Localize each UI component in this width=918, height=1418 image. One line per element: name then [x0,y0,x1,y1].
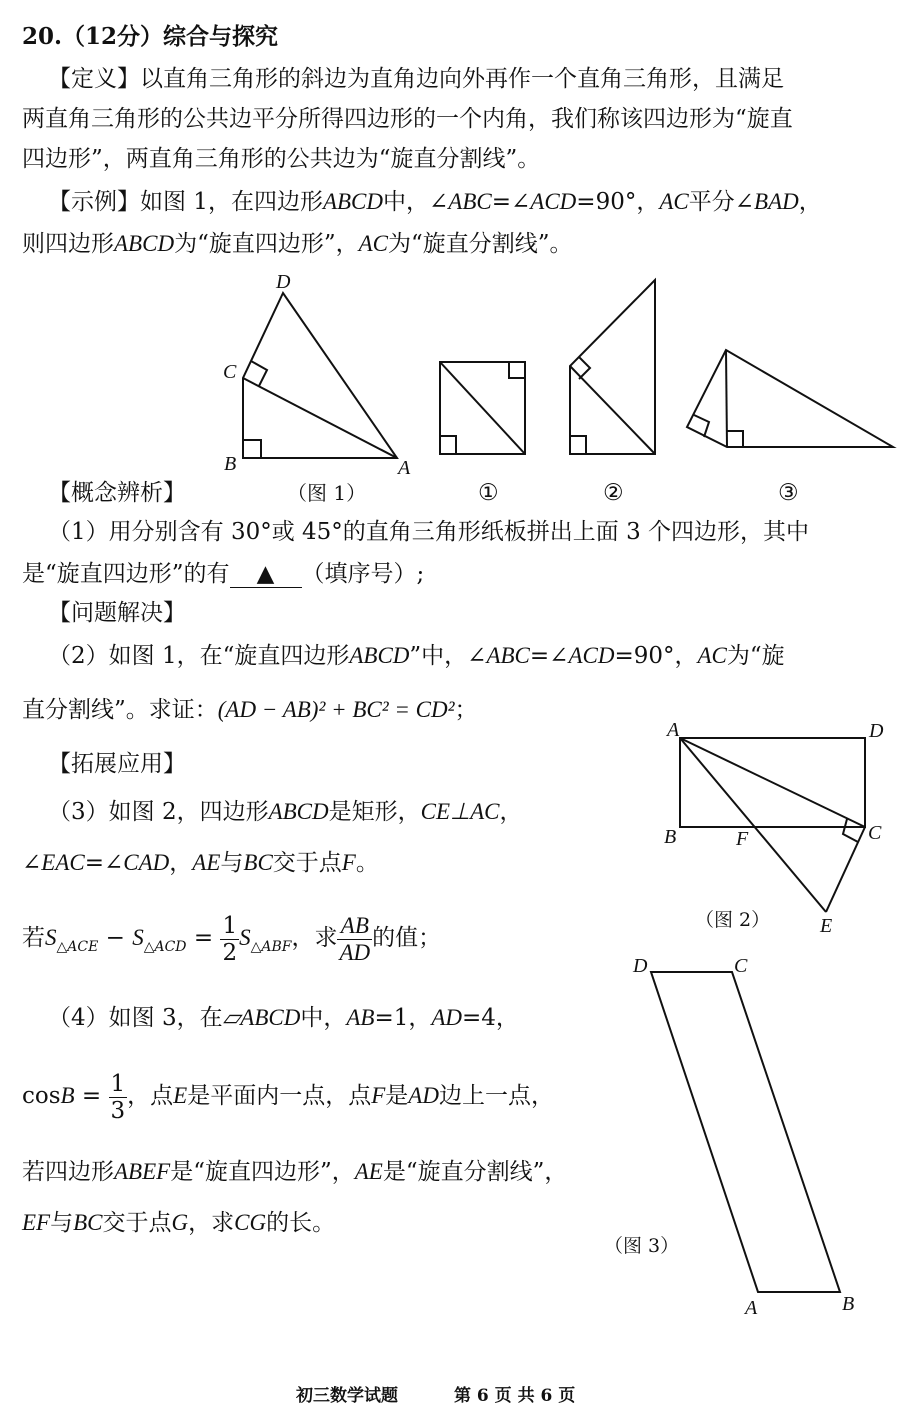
q2-formula: (AD − AB)² + BC² = CD² [217,697,455,722]
q3-text: 是矩形， [328,799,421,825]
q3-text: 。 [355,850,379,876]
example-tag: 【示例】 [48,189,140,215]
fraction-denominator: AD [339,939,371,965]
math-f: F [341,850,356,875]
figure-3 [651,972,840,1292]
q3-text: （3）如图 2，四边形 [48,799,269,825]
fraction-denominator: 3 [110,1097,126,1124]
math-e: E [173,1083,188,1108]
math-ae: AE [192,850,221,875]
example-text: 为“旋直四边形”， [174,231,359,257]
q4-text: 中， [300,1005,347,1031]
math-cos: cos [22,1083,61,1109]
fig2-label-b: B [664,826,677,848]
q4-text: = [74,1083,109,1109]
math-bad: BAD [754,189,799,214]
math-sub-acd: △ACD [143,939,187,955]
math-s: S [132,925,144,950]
q4-text: 与 [50,1210,74,1236]
q2-text: 直分割线”。求证： [22,697,218,723]
fig3-caption: （图 3） [604,1235,680,1257]
fig2-label-c: C [868,822,882,844]
q3-text: 交于点 [272,850,342,876]
q4-text: ，求 [188,1210,235,1236]
fig1-label-a: A [398,457,411,479]
fig2-caption: （图 2） [695,909,771,931]
q4-text: 是平面内一点，点 [187,1083,372,1109]
math-s: S [239,925,251,950]
footer-page: 第 6 页 共 6 页 [454,1386,576,1406]
q2-text: ； [454,697,478,723]
fig2-label-d: D [869,720,884,742]
fig1-label-b: B [224,453,237,475]
q3-text: ， [499,799,523,825]
q2-text: =∠ [529,643,569,669]
fig2-label-a: A [667,719,680,741]
problem-number: 20. [22,23,63,50]
math-abcd: ABCD [349,643,410,668]
q2-text: ”中，∠ [409,643,487,669]
q4-text: 是“旋直四边形”， [170,1159,355,1185]
math-s: S [45,925,57,950]
fig2-diagonal-ac [680,738,865,827]
q1-text: （填序号）; [301,561,425,587]
example-text: =90°， [576,189,660,215]
q4-text: 的长。 [266,1210,336,1236]
math-ac: AC [697,643,727,668]
q4-text: 是 [385,1083,409,1109]
q3-text: =∠ [84,850,124,876]
q3-text: 与 [220,850,244,876]
fig2-line-ae [680,738,826,912]
q2-text: （2）如图 1，在“旋直四边形 [48,643,350,669]
example-text: 平分∠ [688,189,755,215]
q2-text: =90°， [614,643,698,669]
q3-text: − [98,925,133,951]
math-f: F [371,1083,386,1108]
problem-points: （12分） [62,23,164,50]
fraction-numerator: AB [337,913,372,940]
math-cg: CG [234,1210,267,1235]
q4-text: 边上一点， [438,1083,554,1109]
q4-text: =4， [462,1005,519,1031]
fraction-numerator: 1 [222,912,238,939]
definition-tag: 【定义】 [48,66,140,92]
concept-tag: 【概念辨析】 [48,480,186,506]
q1-line-1: （1）用分别含有 30°或 45°的直角三角形纸板拼出上面 3 个四边形，其中 [48,519,810,545]
math-ac: AC [659,189,689,214]
q3-text: 若 [22,925,45,951]
example-text: =∠ [491,189,531,215]
math-parallelogram-abcd: ▱ABCD [222,1005,301,1030]
example-text: ， [798,189,822,215]
problem-title: 综合与探究 [163,23,279,50]
definition-line-2: 两直角三角形的公共边平分所得四边形的一个内角，我们称该四边形为“旋直 [22,106,793,132]
fig1-caption: （图 1） [287,481,367,505]
fig3-parallelogram [651,972,840,1292]
fig3-label-c: C [734,955,748,977]
fig1-label-c: C [223,361,237,383]
math-abc: ABC [486,643,530,668]
math-abcd: ABCD [268,799,329,824]
example-text: 如图 1，在四边形 [140,189,323,215]
fig3-label-d: D [633,955,648,977]
definition-line-3: 四边形”，两直角三角形的公共边为“旋直分割线”。 [22,146,541,172]
math-bc: BC [243,850,273,875]
math-ce-perp-ac: CE⊥AC [420,799,500,824]
fig1-label-d: D [276,271,291,293]
q3-text: ∠ [22,850,42,876]
math-g: G [171,1210,189,1235]
q3-text: ，求 [291,925,338,951]
q4-text: 若四边形 [22,1159,114,1185]
q4-text: （4）如图 3，在 [48,1005,223,1031]
example-text: 为“旋直分割线”。 [387,231,573,257]
math-sub-ace: △ACE [56,939,99,955]
fig2-line-ce [826,827,865,912]
q3-text: ， [169,850,193,876]
q3-text: 的值； [372,925,442,951]
q4-text: 交于点 [102,1210,172,1236]
q4-text: 是“旋直分割线”， [382,1159,568,1185]
option-1-label: ① [478,480,499,506]
q2-text: 为“旋 [726,643,785,669]
fig2-label-e: E [820,915,833,937]
fraction-denominator: 2 [222,939,238,966]
math-cad: CAD [123,850,170,875]
math-ac: AC [358,231,388,256]
q3-text: = [186,925,221,951]
option-3-label: ③ [778,480,799,506]
math-abef: ABEF [114,1159,171,1184]
math-eac: EAC [41,850,85,875]
fraction-numerator: 1 [110,1070,126,1097]
q4-text: ，点 [127,1083,174,1109]
math-ad: AD [408,1083,439,1108]
math-ad: AD [431,1005,463,1030]
math-abcd: ABCD [114,231,175,256]
example-text: 中，∠ [383,189,449,215]
math-bc: BC [73,1210,103,1235]
math-b: B [60,1083,75,1108]
fig3-label-a: A [745,1297,758,1319]
math-ef: EF [22,1210,51,1235]
math-abcd: ABCD [322,189,384,214]
math-sub-abf: △ABF [250,939,292,955]
footer-subject: 初三数学试题 [296,1386,398,1406]
q4-text: =1， [374,1005,432,1031]
math-ae: AE [354,1159,383,1184]
math-acd: ACD [530,189,577,214]
math-abc: ABC [448,189,492,214]
extend-tag: 【拓展应用】 [48,751,186,777]
example-text: 则四边形 [22,231,114,257]
q1-text: 是“旋直四边形”的有 [22,561,230,587]
fig2-label-f: F [736,828,749,850]
fig3-label-b: B [842,1293,855,1315]
math-ab: AB [346,1005,375,1030]
math-acd: ACD [568,643,615,668]
q1-answer-blank[interactable]: ▲ [230,561,302,588]
option-2-label: ② [603,480,624,506]
solve-tag: 【问题解决】 [48,600,186,626]
definition-text-1: 以直角三角形的斜边为直角边向外再作一个直角三角形，且满足 [140,66,784,92]
